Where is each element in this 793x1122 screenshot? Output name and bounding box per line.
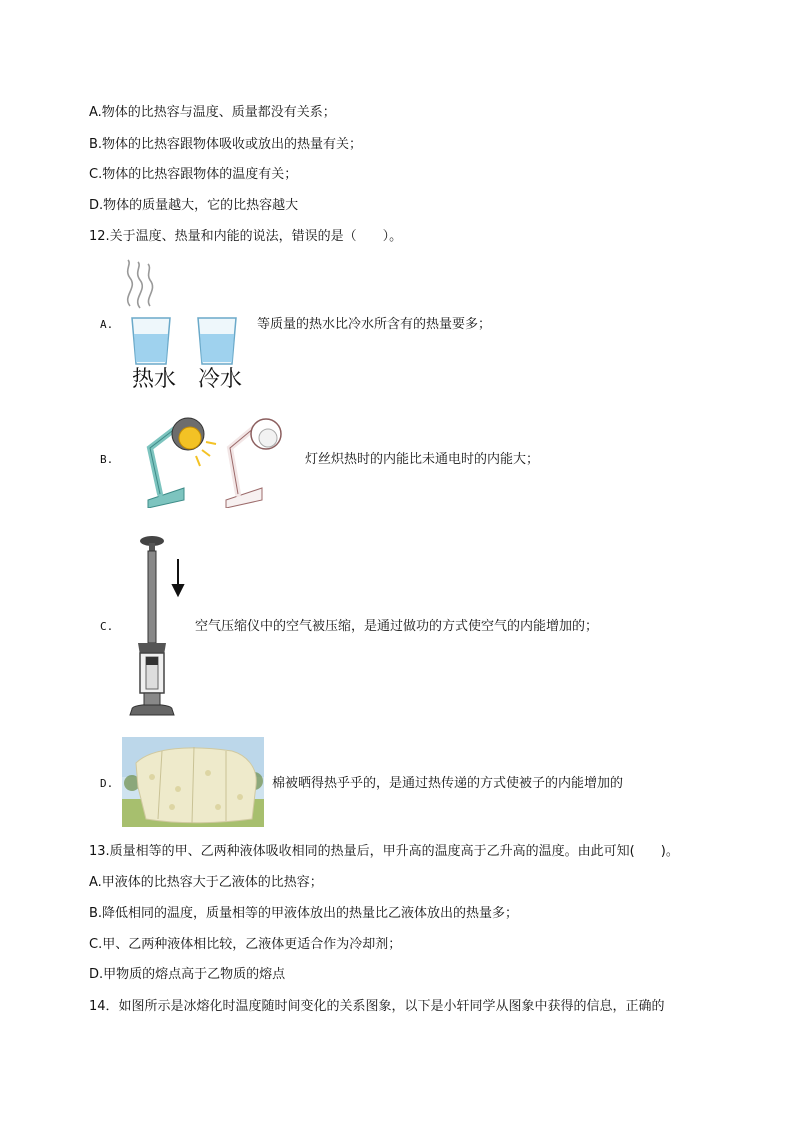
down-arrow-icon (173, 559, 183, 595)
sun-dried-quilt-photo (122, 737, 264, 827)
q12-option-d-text: 棉被晒得热乎乎的，是通过热传递的方式使被子的内能增加的 (272, 776, 624, 791)
hot-water-cup-icon (132, 318, 170, 364)
unlit-lamp-icon (226, 419, 281, 508)
q12-option-a-text: 等质量的热水比冷水所含有的热量要多； (257, 317, 492, 332)
desk-lamps-figure (140, 408, 285, 508)
air-compression-device-figure (124, 533, 194, 721)
q12-option-b-text: 灯丝炽热时的内能比未通电时的内能大； (305, 452, 540, 467)
q14-stem: 14．如图所示是冰熔化时温度随时间变化的关系图象，以下是小轩同学从图象中获得的信息，正确的 (89, 999, 665, 1014)
cold-water-cup-icon (198, 318, 236, 364)
piston-cylinder-icon (130, 536, 174, 715)
q13-option-c: C.甲、乙两种液体相比较，乙液体更适合作为冷却剂； (89, 937, 402, 952)
q12-option-b-label: B. (100, 453, 114, 466)
prev-option-c: C.物体的比热容跟物体的温度有关； (89, 167, 298, 182)
prev-option-d: D.物体的质量越大，它的比热容越大 (89, 198, 299, 213)
lit-lamp-icon (148, 418, 216, 508)
prev-option-a: A.物体的比热容与温度、质量都没有关系； (89, 105, 336, 120)
q13-option-a: A.甲液体的比热容大于乙液体的比热容； (89, 875, 323, 890)
steam-icon (128, 260, 153, 308)
q12-option-d-label: D. (100, 777, 114, 790)
q12-option-a-label: A. (100, 318, 114, 331)
cold-water-caption: 冷水 (198, 367, 243, 392)
prev-option-b: B.物体的比热容跟物体吸收或放出的热量有关； (89, 137, 363, 152)
q12-option-c-label: C. (100, 620, 114, 633)
hot-water-caption: 热水 (132, 367, 177, 392)
q13-option-d: D.甲物质的熔点高于乙物质的熔点 (89, 967, 286, 982)
q13-stem: 13.质量相等的甲、乙两种液体吸收相同的热量后，甲升高的温度高于乙升高的温度。由此可知( )。 (89, 844, 679, 859)
quilt-icon (136, 747, 256, 823)
q12-option-c-text: 空气压缩仪中的空气被压缩，是通过做功的方式使空气的内能增加的； (195, 619, 599, 634)
hot-cold-water-figure (118, 258, 248, 393)
q13-option-b: B.降低相同的温度，质量相等的甲液体放出的热量比乙液体放出的热量多； (89, 906, 519, 921)
q12-stem: 12.关于温度、热量和内能的说法，错误的是（ ）。 (89, 229, 403, 244)
